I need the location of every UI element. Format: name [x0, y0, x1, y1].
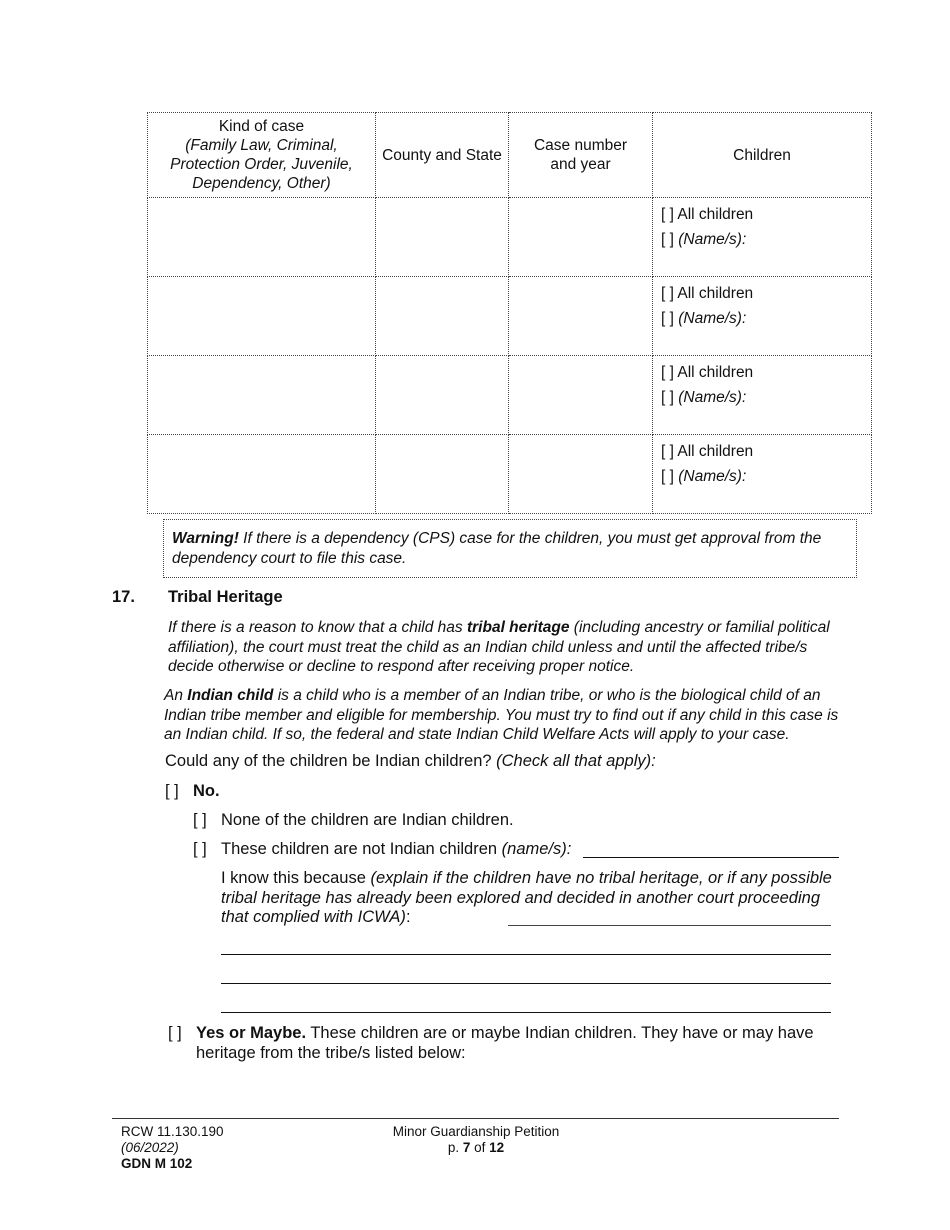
- none-indian-checkbox[interactable]: [ ]: [193, 811, 207, 829]
- all-children-checkbox[interactable]: [ ] All children: [661, 443, 754, 460]
- indian-children-question: [165, 752, 656, 771]
- county-state-cell[interactable]: [376, 356, 509, 435]
- know-lead: I know this because: [221, 869, 371, 887]
- question-text: Could any of the children be Indian children?: [165, 752, 497, 770]
- no-label: No.: [193, 782, 220, 800]
- warning-box: [163, 519, 857, 578]
- table-header-row: [148, 113, 872, 198]
- county-state-cell[interactable]: [376, 198, 509, 277]
- case-number-cell[interactable]: [509, 435, 653, 514]
- names-option[interactable]: [661, 227, 871, 252]
- page-total: 12: [489, 1140, 505, 1155]
- header-case-number-line2: and year: [550, 156, 611, 173]
- all-children-checkbox[interactable]: [ ] All children: [661, 206, 754, 223]
- not-indian-option[interactable]: [193, 840, 571, 859]
- p1-bold: tribal heritage: [466, 619, 570, 636]
- footer-rcw: RCW 11.130.190: [121, 1124, 224, 1139]
- page-of: of: [470, 1140, 490, 1155]
- page-prefix: p.: [447, 1140, 463, 1155]
- header-case-number-line1: Case number: [533, 137, 628, 154]
- children-cell: [653, 356, 872, 435]
- footer-page: [376, 1140, 576, 1156]
- names-label: (Name/s):: [678, 389, 747, 406]
- all-children-checkbox[interactable]: [ ] All children: [661, 364, 754, 381]
- names-option[interactable]: [661, 306, 871, 331]
- header-kind-of-case-note: (Family Law, Criminal, Protection Order, Juvenile, Dependency, Other): [170, 137, 353, 192]
- not-indian-names-field[interactable]: [583, 857, 839, 858]
- explain-field-line-2[interactable]: [221, 954, 831, 955]
- footer-form-id: GDN M 102: [121, 1156, 193, 1171]
- names-checkbox[interactable]: [ ]: [661, 389, 674, 406]
- children-cell: [653, 435, 872, 514]
- yes-maybe-checkbox[interactable]: [ ]: [168, 1024, 182, 1042]
- know-colon: :: [405, 908, 411, 926]
- footer-left: [121, 1124, 224, 1172]
- p1-before: If there is a reason to know that a child has: [168, 619, 467, 636]
- none-indian-label: None of the children are Indian children.: [221, 811, 514, 829]
- children-cell: [653, 277, 872, 356]
- explain-field-line-3[interactable]: [221, 983, 831, 984]
- header-kind-of-case-label: Kind of case: [218, 118, 305, 135]
- header-kind-of-case: [148, 113, 376, 198]
- section-title: Tribal Heritage: [168, 588, 283, 606]
- kind-of-case-cell[interactable]: [148, 435, 376, 514]
- table-row: [148, 198, 872, 277]
- yes-maybe-text: These children are or maybe Indian children. They have or may have heritage from the tribe/s listed below:: [196, 1024, 814, 1062]
- names-option[interactable]: [661, 385, 871, 410]
- not-indian-checkbox[interactable]: [ ]: [193, 840, 207, 858]
- kind-of-case-cell[interactable]: [148, 277, 376, 356]
- names-label: (Name/s):: [678, 468, 747, 485]
- p1-after: (including ancestry or familial political affiliation), the court must treat the child as an Indian child unless and until the affected tribe/s decide otherwise or decline to respond after receiving proper notice.: [168, 619, 830, 675]
- yes-maybe-label: Yes or Maybe.: [196, 1024, 307, 1042]
- county-state-cell[interactable]: [376, 435, 509, 514]
- names-label: (Name/s):: [678, 310, 747, 327]
- p2-before: An: [164, 687, 188, 704]
- footer-date: (06/2022): [121, 1140, 179, 1155]
- no-checkbox[interactable]: [ ]: [165, 782, 179, 800]
- not-indian-label: These children are not Indian children: [221, 840, 502, 858]
- question-note: (Check all that apply):: [496, 752, 656, 770]
- explain-field-line-1[interactable]: [508, 925, 831, 926]
- table-row: [148, 356, 872, 435]
- header-children: Children: [653, 113, 872, 198]
- yes-maybe-option[interactable]: [168, 1024, 848, 1062]
- county-state-cell[interactable]: [376, 277, 509, 356]
- header-case-number: [509, 113, 653, 198]
- case-number-cell[interactable]: [509, 198, 653, 277]
- case-number-cell[interactable]: [509, 356, 653, 435]
- not-indian-note: (name/s):: [501, 840, 572, 858]
- names-checkbox[interactable]: [ ]: [661, 310, 674, 327]
- footer-divider: [112, 1118, 839, 1119]
- warning-text: If there is a dependency (CPS) case for the children, you must get approval from the dependency court to file this case.: [172, 530, 822, 567]
- names-checkbox[interactable]: [ ]: [661, 231, 674, 248]
- table-row: [148, 277, 872, 356]
- header-county-state: County and State: [376, 113, 509, 198]
- p2-bold: Indian child: [187, 687, 274, 704]
- kind-of-case-cell[interactable]: [148, 198, 376, 277]
- case-number-cell[interactable]: [509, 277, 653, 356]
- no-option[interactable]: [165, 782, 220, 801]
- kind-of-case-cell[interactable]: [148, 356, 376, 435]
- know-because-text: [221, 869, 836, 928]
- know-note: (explain if the children have no tribal heritage, or if any possible tribal heritage has already been explored and decided in another court proceeding that complied with ICWA): [221, 869, 832, 926]
- children-cell: [653, 198, 872, 277]
- names-label: (Name/s):: [678, 231, 747, 248]
- section-number: 17.: [112, 588, 135, 606]
- footer-center: [376, 1124, 576, 1156]
- none-indian-option[interactable]: [193, 811, 514, 830]
- all-children-checkbox[interactable]: [ ] All children: [661, 285, 754, 302]
- page-number: 7: [462, 1140, 471, 1155]
- explain-field-line-4[interactable]: [221, 1012, 831, 1013]
- warning-lead: Warning!: [172, 530, 239, 547]
- p2-after: is a child who is a member of an Indian tribe, or who is the biological child of an Indian tribe member and eligible for membership. You must try to find out if any child in this case is an Indian child. If so, the federal and state Indian Child Welfare Acts will apply to your case.: [164, 687, 839, 743]
- indian-child-paragraph: [164, 686, 848, 745]
- prior-cases-table: [147, 112, 872, 514]
- table-row: [148, 435, 872, 514]
- names-option[interactable]: [661, 464, 871, 489]
- names-checkbox[interactable]: [ ]: [661, 468, 674, 485]
- tribal-heritage-paragraph: [168, 618, 848, 677]
- footer-form-title: Minor Guardianship Petition: [392, 1124, 560, 1139]
